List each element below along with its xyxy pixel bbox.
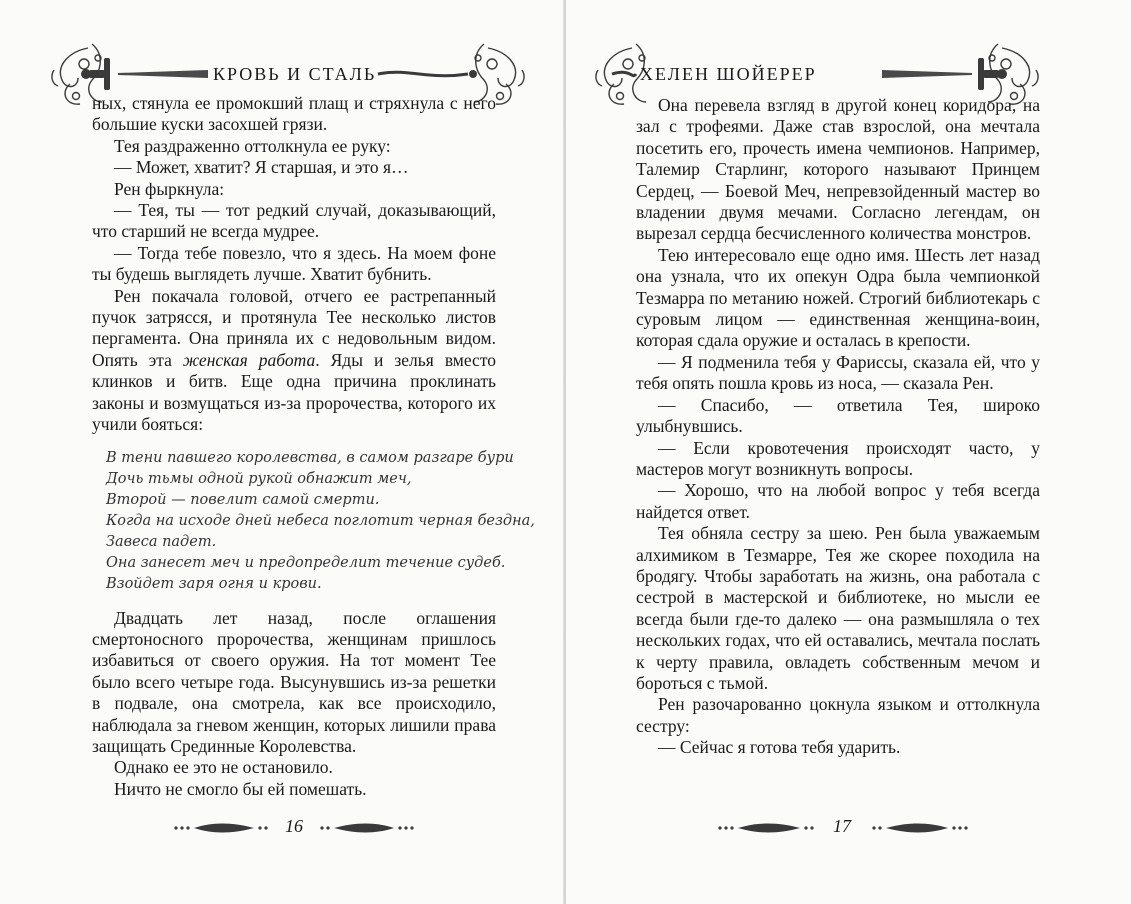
poem-line: Второй — повелит самой смерти. [106, 491, 380, 508]
left-page-footer [172, 816, 416, 840]
paragraph: Ничто не смогло бы ей помешать. [114, 778, 367, 799]
paragraph: — Я подменила тебя у Фариссы, сказала ей, что у тебя опять пошла кровь из носа, — сказала Рен. [636, 351, 1040, 394]
right-page-body [636, 95, 1040, 759]
paragraph [92, 286, 496, 436]
paragraph: Тея обняла сестру за шею. Рен была уважаемым алхимиком в Тезмарре, Тея же скорее походила на бродягу. Чтобы заработать на жизнь, она работала с сестрой в мастерской и библиотеке, но мысли ее всегда были где-то далеко — она размышляла о тех нескольких годах, что ей оставались, мечтала послать к черту правила, овладеть собственным мечом и бороться с тьмой. [636, 523, 1040, 693]
emphasis-text: женская работа [182, 349, 316, 370]
paragraph: — Если кровотечения происходят часто, у мастеров могут возникнуть вопросы. [636, 437, 1040, 479]
poem-line: Дочь тьмы одной рукой обнажит меч, [106, 470, 412, 487]
page-number: 17 [833, 816, 851, 836]
paragraph: Тея раздраженно оттолкнула ее руку: [114, 135, 391, 156]
paragraph: Она перевела взгляд в другой конец коридора, на зал с трофеями. Даже став взрослой, она мечтала посетить его, прочесть имена чемпионов. Например, Талемир Старлинг, которого называют Принцем Сердец, — Боевой Меч, непревзойденный мастер во владении двумя мечами. Согласно легендам, он вырезал сердца бесчисленного количества монстров. [636, 95, 1040, 244]
text-run: Рен покачала головой, отчего ее растрепанный пучок затрясся, и протянула Тее несколько листов пергамента. Она приняла их с недовольным видом. Опять эта [92, 285, 496, 370]
poem-line: Завеса падет. [106, 533, 217, 550]
poem-line: Когда на исходе дней небеса поглотит черная бездна, [106, 512, 535, 529]
left-page-body [92, 93, 535, 800]
paragraph: Двадцать лет назад, после оглашения смертоносного пророчества, женщинам пришлось избавиться от своего оружия. На тот момент Тее было всего четыре года. Высунувшись из-за решетки в подвале, она смотрела, как все происходило, наблюдала за гневом женщин, которых лишили права защищать Срединные Королевства. [92, 607, 496, 756]
paragraph: Рен фыркнула: [114, 178, 225, 199]
prophecy-poem [106, 448, 535, 595]
text-run: . Яды и зелья вместо клинков и битв. Еще одна причина проклинать законы и возмущаться из-за пророчества, которого их учили бояться: [92, 349, 496, 435]
page-number: 16 [285, 816, 303, 836]
paragraph: — Спасибо, — ответила Тея, широко улыбнувшись. [636, 394, 1040, 437]
running-title: ХЕЛЕН ШОЙЕРЕР [640, 64, 817, 84]
right-page-footer [716, 816, 970, 840]
paragraph: — Может, хватит? Я старшая, и это я… [114, 157, 409, 178]
poem-line: В тени павшего королевства, в самом разгаре бури [106, 449, 514, 466]
paragraph: — Хорошо, что на любой вопрос у тебя всегда найдется ответ. [636, 480, 1040, 522]
paragraph: Однако ее это не остановило. [114, 757, 333, 778]
paragraph: Рен разочарованно цокнула языком и оттолкнула сестру: [636, 694, 1040, 736]
paragraph: — Тея, ты — тот редкий случай, доказывающий, что старший не всегда мудрее. [92, 200, 496, 242]
poem-line: Взойдет заря огня и крови. [106, 575, 322, 592]
paragraph: ных, стянула ее промокший плащ и стряхнула с него большие куски засохшей грязи. [92, 93, 496, 135]
paragraph: — Сейчас я готова тебя ударить. [658, 737, 901, 758]
running-title: КРОВЬ И СТАЛЬ [213, 64, 377, 84]
poem-line: Она занесет меч и предопределит течение судеб. [106, 554, 506, 571]
paragraph: — Тогда тебе повезло, что я здесь. На моем фоне ты будешь выглядеть лучше. Хватит бубнить. [92, 242, 496, 285]
paragraph: Тею интересовало еще одно имя. Шесть лет назад она узнала, что их опекун Одра была чемпионкой Тезмарра по метанию ножей. Строгий библиотекарь с суровым лицом — единственная женщина-воин, которая сдала оружие и осталась в крепости. [636, 244, 1040, 351]
